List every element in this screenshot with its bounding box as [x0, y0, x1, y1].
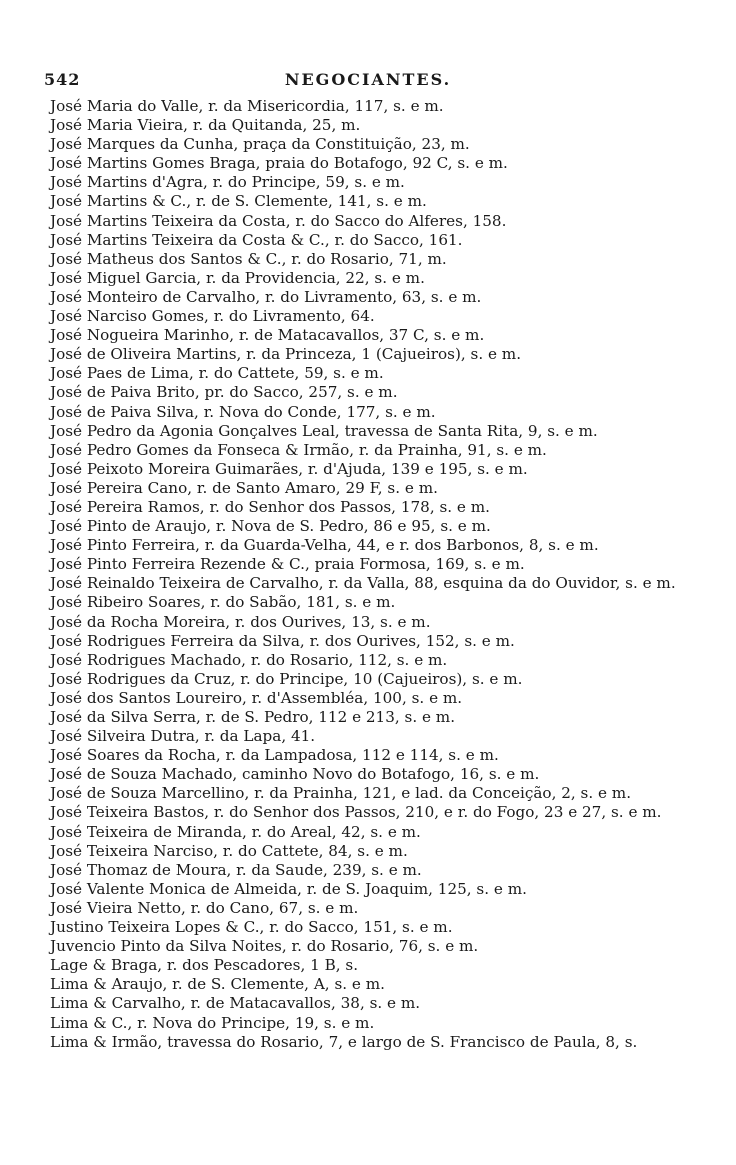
list-item: José Vieira Netto, r. do Cano, 67, s. e m. — [50, 898, 359, 917]
list-item: José de Paiva Silva, r. Nova do Conde, 177, s. e m. — [50, 402, 436, 421]
list-item: Justino Teixeira Lopes & C., r. do Sacco, 151, s. e m. — [50, 918, 453, 937]
list-item: José Miguel Garcia, r. da Providencia, 22, s. e m. — [50, 268, 425, 287]
list-item: José Ribeiro Soares, r. do Sabão, 181, s. e m. — [50, 593, 396, 612]
list-item: José da Silva Serra, r. de S. Pedro, 112 e 213, s. e m. — [50, 708, 456, 726]
list-item: José Teixeira de Miranda, r. do Areal, 42, s. e m. — [50, 822, 421, 841]
page-number: 542 — [44, 70, 81, 89]
list-item: José de Souza Machado, caminho Novo do Botafogo, 16, s. e m. — [50, 765, 540, 784]
list-item: José Rodrigues Machado, r. do Rosario, 112, s. e m. — [50, 650, 448, 669]
list-item: José Martins Gomes Braga, praia do Botafogo, 92 C, s. e m. — [50, 154, 508, 173]
list-item: José Maria Vieira, r. da Quitanda, 25, m. — [50, 116, 361, 135]
list-item: Lima & Araujo, r. de S. Clemente, A, s. e m. — [50, 975, 385, 994]
list-item: José Pedro da Agonia Gonçalves Leal, travessa de Santa Rita, 9, s. e m. — [50, 421, 598, 440]
list-item: José Pinto Ferreira Rezende & C., praia Formosa, 169, s. e m. — [50, 555, 525, 574]
list-item: Lima & C., r. Nova do Principe, 19, s. e m. — [50, 1013, 375, 1032]
list-item: José Thomaz de Moura, r. da Saude, 239, s. e m. — [50, 860, 422, 879]
list-item: José Pinto Ferreira, r. da Guarda-Velha, 44, e r. dos Barbonos, 8, s. e m. — [50, 536, 599, 555]
list-item: José Rodrigues Ferreira da Silva, r. dos Ourives, 152, s. e m. — [50, 631, 515, 650]
list-item: José Silveira Dutra, r. da Lapa, 41. — [50, 727, 316, 746]
list-item: José da Rocha Moreira, r. dos Ourives, 13, s. e m. — [50, 612, 431, 631]
list-item: José Martins & C., r. de S. Clemente, 141, s. e m. — [50, 192, 427, 211]
list-item: José Pedro Gomes da Fonseca & Irmão, r. da Prainha, 91, s. e m. — [50, 440, 547, 459]
list-item: José Pereira Cano, r. de Santo Amaro, 29 F, s. e m. — [50, 478, 438, 497]
running-title: NEGOCIANTES. — [284, 70, 452, 89]
list-item: José dos Santos Loureiro, r. d'Assembléa, 100, s. e m. — [50, 688, 463, 707]
list-item: José Nogueira Marinho, r. de Matacavallos, 37 C, s. e m. — [50, 326, 485, 345]
list-item: José Marques da Cunha, praça da Constituição, 23, m. — [50, 135, 470, 154]
list-item: José Martins Teixeira da Costa & C., r. do Sacco, 161. — [50, 230, 463, 249]
list-item: José Peixoto Moreira Guimarães, r. d'Ajuda, 139 e 195, s. e m. — [50, 459, 528, 478]
list-item: José de Souza Marcellino, r. da Prainha, 121, e lad. da Conceição, 2, s. e m. — [50, 784, 632, 803]
list-item: José Monteiro de Carvalho, r. do Livramento, 63, s. e m. — [50, 287, 482, 306]
list-item: José Matheus dos Santos & C., r. do Rosario, 71, m. — [50, 249, 447, 268]
list-item: Lima & Carvalho, r. de Matacavallos, 38, s. e m. — [50, 994, 421, 1013]
page-header — [0, 70, 736, 94]
list-item: José Pereira Ramos, r. do Senhor dos Passos, 178, s. e m. — [50, 497, 490, 516]
list-item: Juvencio Pinto da Silva Noites, r. do Rosario, 76, s. e m. — [50, 937, 479, 956]
list-item: José Pinto de Araujo, r. Nova de S. Pedro, 86 e 95, s. e m. — [50, 517, 491, 536]
list-item: José Reinaldo Teixeira de Carvalho, r. da Valla, 88, esquina da do Ouvidor, s. e m. — [50, 574, 676, 593]
list-item: Lima & Irmão, travessa do Rosario, 7, e largo de S. Francisco de Paula, 8, s. — [50, 1032, 638, 1051]
merchant-list — [50, 97, 710, 1052]
list-item: José Teixeira Bastos, r. do Senhor dos Passos, 210, e r. do Fogo, 23 e 27, s. e m. — [50, 803, 662, 822]
list-item: José Soares da Rocha, r. da Lampadosa, 112 e 114, s. e m. — [50, 746, 499, 765]
list-item: José Martins Teixeira da Costa, r. do Sacco do Alferes, 158. — [50, 211, 507, 230]
list-item: José Teixeira Narciso, r. do Cattete, 84, s. e m. — [50, 841, 408, 860]
list-item: José Narciso Gomes, r. do Livramento, 64. — [50, 307, 375, 326]
list-item: José Rodrigues da Cruz, r. do Principe, 10 (Cajueiros), s. e m. — [50, 669, 523, 688]
list-item: José Paes de Lima, r. do Cattete, 59, s. e m. — [50, 364, 384, 383]
list-item: José Martins d'Agra, r. do Principe, 59, s. e m. — [50, 173, 405, 192]
list-item: José de Oliveira Martins, r. da Princeza, 1 (Cajueiros), s. e m. — [50, 345, 522, 364]
list-item: José Maria do Valle, r. da Misericordia, 117, s. e m. — [50, 97, 444, 115]
list-item: José Valente Monica de Almeida, r. de S. Joaquim, 125, s. e m. — [50, 879, 527, 898]
list-item: Lage & Braga, r. dos Pescadores, 1 B, s. — [50, 956, 359, 975]
list-item: José de Paiva Brito, pr. do Sacco, 257, s. e m. — [50, 383, 398, 402]
